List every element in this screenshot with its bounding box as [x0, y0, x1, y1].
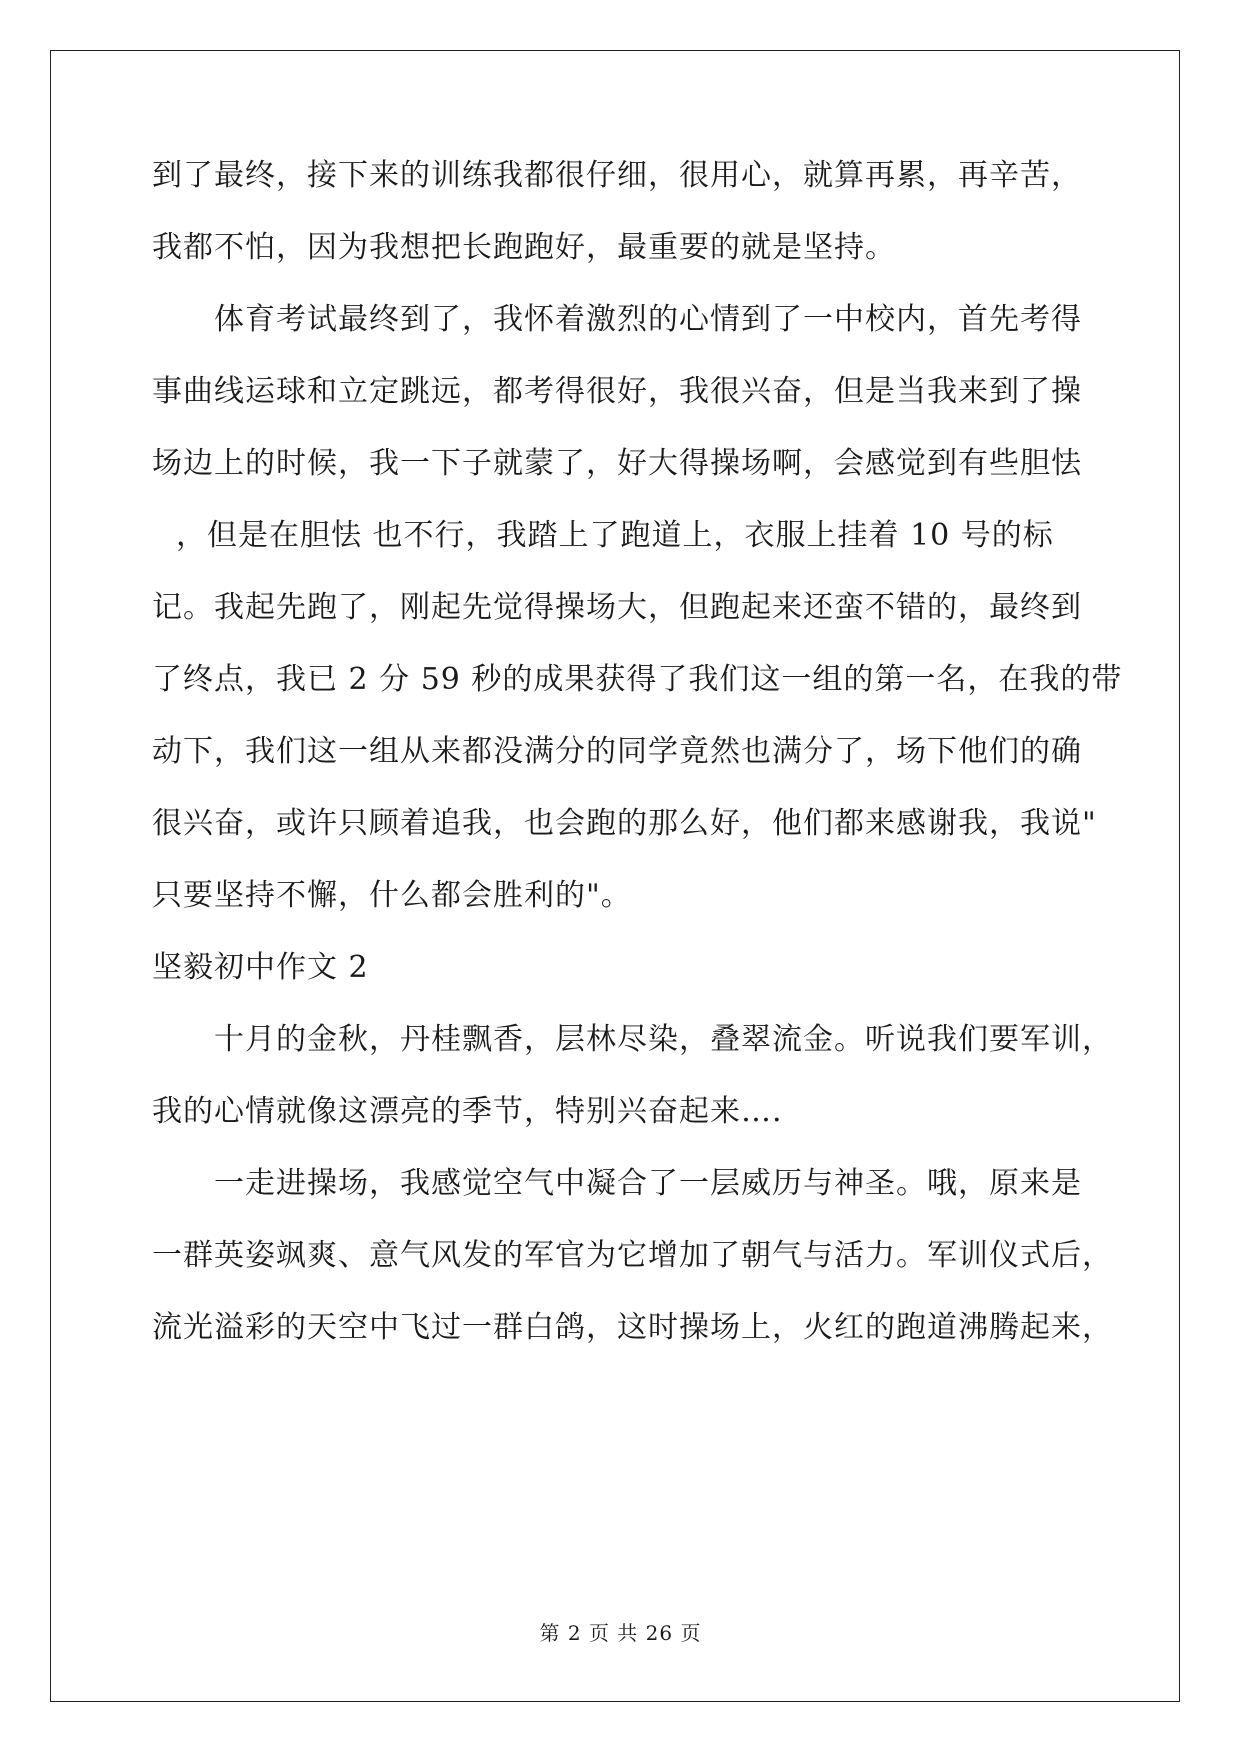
paragraph-first-line: 十月的金秋，丹桂飘香，层林尽染，叠翠流金。听说我们要军训，: [214, 1022, 1113, 1057]
body-text-line: 记。我起先跑了，刚起先觉得操场大，但跑起来还蛮不错的，最终到: [152, 590, 1082, 625]
body-text-line: 我的心情就像这漂亮的季节，特别兴奋起来….: [152, 1094, 783, 1129]
body-text-line: 到了最终，接下来的训练我都很仔细，很用心，就算再累，再辛苦，: [152, 158, 1082, 193]
page-number-footer: 第 2 页 共 26 页: [539, 1621, 702, 1645]
body-text-line: 动下，我们这一组从来都没满分的同学竟然也满分了，场下他们的确: [152, 734, 1082, 769]
body-text-line: 了终点，我已 2 分 59 秒的成果获得了我们这一组的第一名，在我的带: [152, 662, 1123, 697]
paragraph-first-line: 体育考试最终到了，我怀着激烈的心情到了一中校内，首先考得: [214, 302, 1082, 337]
body-text-line: 我都不怕，因为我想把长跑跑好，最重要的就是坚持。: [152, 230, 896, 265]
body-text-line: 一群英姿飒爽、意气风发的军官为它增加了朝气与活力。军训仪式后，: [152, 1238, 1113, 1273]
body-text-line: 很兴奋，或许只顾着追我，也会跑的那么好，他们都来感谢我，我说": [152, 806, 1097, 841]
body-text-line: ，但是在胆怯 也不行，我踏上了跑道上，衣服上挂着 10 号的标: [176, 518, 1054, 553]
body-text-line: 流光溢彩的天空中飞过一群白鸽，这时操场上，火红的跑道沸腾起来，: [152, 1310, 1113, 1345]
section-heading: 坚毅初中作文 2: [152, 950, 369, 985]
paragraph-first-line: 一走进操场，我感觉空气中凝合了一层威历与神圣。哦，原来是: [214, 1166, 1082, 1201]
body-text-line: 事曲线运球和立定跳远，都考得很好，我很兴奋，但是当我来到了操: [152, 374, 1082, 409]
body-text-line: 只要坚持不懈，什么都会胜利的"。: [152, 878, 632, 913]
body-text-line: 场边上的时候，我一下子就蒙了，好大得操场啊，会感觉到有些胆怯: [152, 446, 1082, 481]
